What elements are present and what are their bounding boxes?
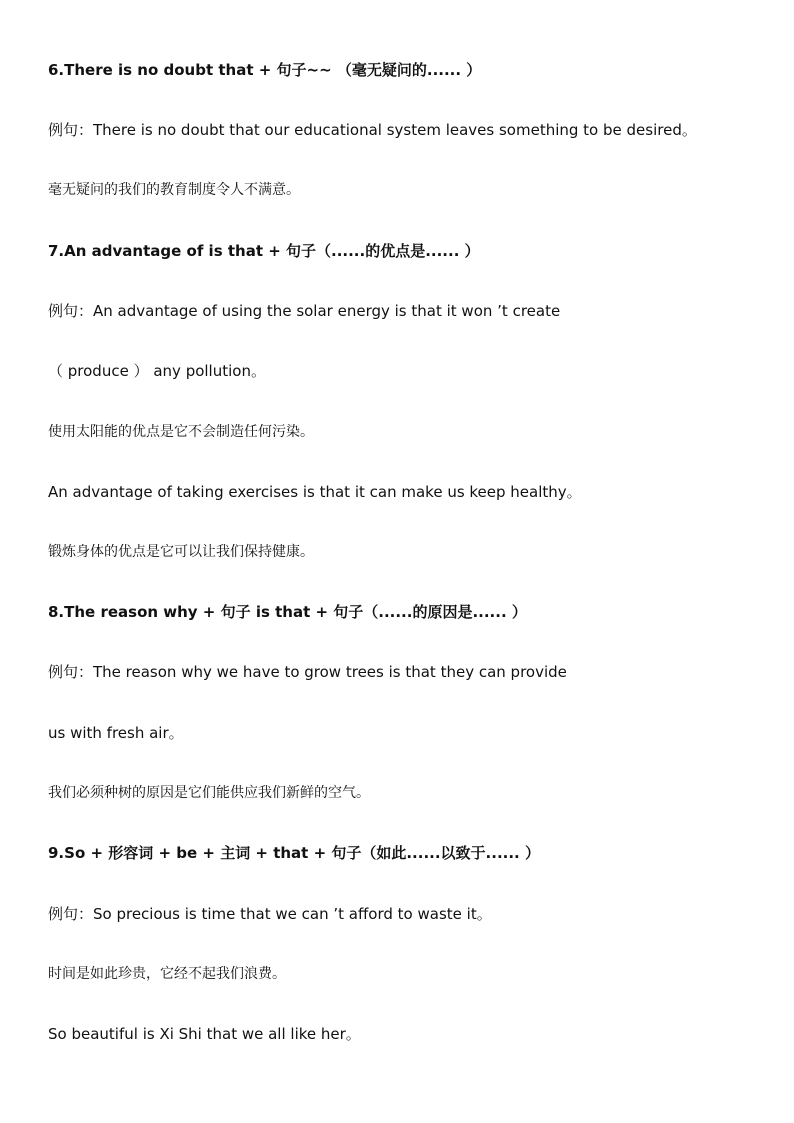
section-7-example-cn: 使用太阳能的优点是它不会制造任何污染。 [48, 424, 314, 440]
section-8-example-en-line1: 例句：The reason why we have to grow trees is that they can provide [48, 663, 567, 681]
section-7-example2-en: An advantage of taking exercises is that it can make us keep healthy。 [48, 483, 582, 501]
section-9-example-cn: 时间是如此珍贵，它经不起我们浪费。 [48, 966, 286, 982]
section-6-example-cn: 毫无疑问的我们的教育制度令人不满意。 [48, 182, 300, 198]
section-9-example-en: 例句：So precious is time that we can ’t afford to waste it。 [48, 905, 492, 923]
section-8-example-en-line2: us with fresh air。 [48, 724, 184, 742]
section-6-example-en: 例句：There is no doubt that our educational system leaves something to be desired。 [48, 121, 697, 139]
section-7-example-en-line1: 例句：An advantage of using the solar energy is that it won ’t create [48, 302, 561, 320]
section-7-heading: 7.An advantage of is that + 句子（......的优点是...... ） [48, 242, 480, 260]
section-8-example-cn: 我们必须种树的原因是它们能供应我们新鲜的空气。 [48, 785, 370, 801]
section-8-heading: 8.The reason why + 句子 is that + 句子（......的原因是...... ） [48, 603, 527, 621]
section-7-example-en-line2: （ produce ） any pollution。 [48, 362, 266, 380]
section-7-example2-cn: 锻炼身体的优点是它可以让我们保持健康。 [48, 544, 314, 560]
section-9-heading: 9.So + 形容词 + be + 主词 + that + 句子（如此......以致于...... ） [48, 844, 540, 862]
section-6-heading: 6.There is no doubt that + 句子~~ （毫无疑问的...... ） [48, 61, 482, 79]
section-9-example2-en: So beautiful is Xi Shi that we all like her。 [48, 1025, 361, 1043]
